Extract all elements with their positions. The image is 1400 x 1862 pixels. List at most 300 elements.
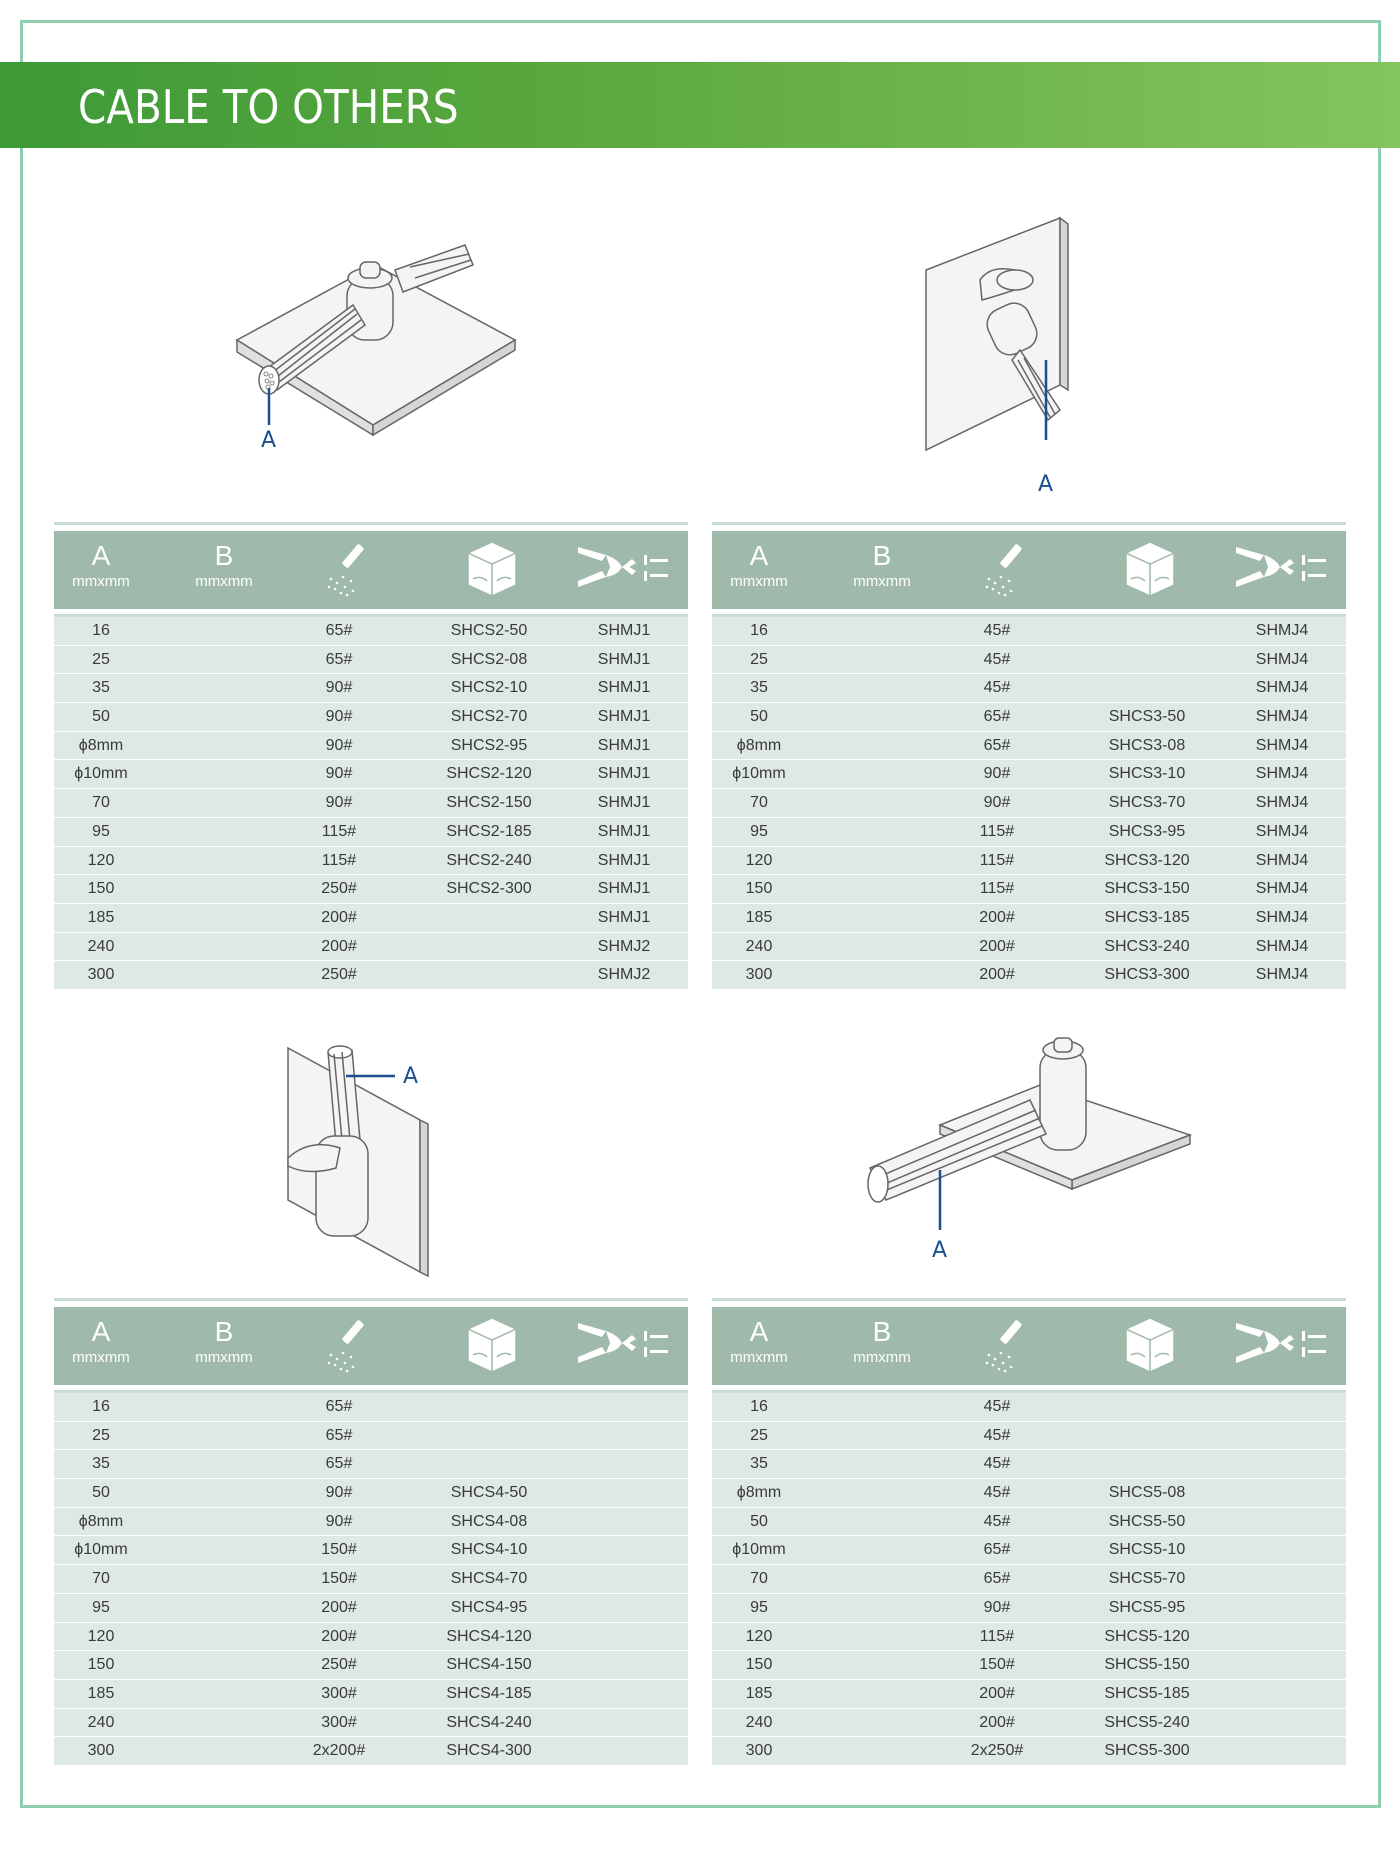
header-a-unit: mmxmm <box>730 1349 788 1366</box>
cell-mold: SHCS3-240 <box>1104 937 1190 955</box>
header-b-unit: mmxmm <box>853 573 911 590</box>
cell-a: 300 <box>87 966 115 984</box>
cell-powder: 65# <box>983 1570 1011 1588</box>
cell-clamp: SHMJ1 <box>597 679 651 697</box>
table-row <box>712 1479 1346 1508</box>
table-row <box>54 961 688 990</box>
connection-drawing-4 <box>860 1030 1200 1270</box>
cell-clamp: SHMJ4 <box>1255 650 1309 668</box>
table-row <box>712 961 1346 990</box>
table-header <box>54 1307 688 1385</box>
table-row <box>712 1508 1346 1537</box>
header-b-label: B <box>872 1316 892 1347</box>
cell-powder: 200# <box>321 1598 357 1616</box>
cell-a: 150 <box>87 1656 115 1674</box>
callout-label-a: A <box>261 428 277 453</box>
cell-powder: 300# <box>321 1684 357 1702</box>
spec-table-1 <box>54 522 688 990</box>
header-a <box>54 531 148 609</box>
cell-clamp: SHMJ1 <box>597 622 651 639</box>
cell-powder: 90# <box>325 1512 353 1530</box>
cell-powder: 90# <box>983 794 1011 812</box>
cell-a: 35 <box>750 1455 768 1473</box>
cell-clamp: SHMJ1 <box>597 822 651 840</box>
table-row <box>54 1623 688 1652</box>
cell-mold: SHCS5-10 <box>1108 1541 1186 1559</box>
cell-powder: 45# <box>983 1512 1011 1530</box>
cell-a: ϕ8mm <box>736 736 782 754</box>
header-a <box>712 531 806 609</box>
cell-mold: SHCS3-120 <box>1104 851 1190 869</box>
cell-mold: SHCS4-300 <box>446 1742 532 1760</box>
table-row <box>712 1536 1346 1565</box>
spec-table-3 <box>54 1298 688 1766</box>
cell-mold: SHCS5-08 <box>1108 1484 1186 1502</box>
powder-icon <box>981 539 1027 597</box>
cell-mold: SHCS5-300 <box>1104 1742 1190 1760</box>
cell-clamp: SHMJ4 <box>1255 765 1309 783</box>
cell-powder: 200# <box>979 937 1015 955</box>
cell-powder: 45# <box>983 679 1011 697</box>
cell-powder: 45# <box>983 622 1011 639</box>
cell-a: 16 <box>750 622 768 639</box>
cell-a: 240 <box>745 937 773 955</box>
clamp-icon <box>576 539 672 595</box>
cell-mold: SHCS2-70 <box>450 708 528 726</box>
header-mold <box>1120 1307 1180 1385</box>
cell-a: 25 <box>92 1426 110 1444</box>
table-row <box>54 847 688 876</box>
table-row <box>54 1680 688 1709</box>
header-b-label: B <box>872 540 892 571</box>
table-row <box>54 933 688 962</box>
callout-label-a: A <box>1038 472 1054 497</box>
header-mold <box>462 1307 522 1385</box>
header-powder <box>974 531 1034 609</box>
header-a <box>712 1307 806 1385</box>
cell-mold: SHCS2-150 <box>446 794 532 812</box>
spec-table-2 <box>712 522 1346 990</box>
cell-a: ϕ10mm <box>74 765 128 783</box>
table-row <box>54 1737 688 1766</box>
mold-icon <box>1123 1315 1177 1375</box>
table-row <box>54 1536 688 1565</box>
cell-a: ϕ10mm <box>732 765 786 783</box>
mold-icon <box>1123 539 1177 599</box>
cell-mold: SHCS4-95 <box>450 1598 528 1616</box>
connection-drawing-3 <box>280 1040 460 1280</box>
header-a-unit: mmxmm <box>72 1349 130 1366</box>
table-row <box>54 1393 688 1422</box>
table-row <box>54 1479 688 1508</box>
callout-label-a: A <box>932 1238 948 1263</box>
cell-powder: 200# <box>979 966 1015 984</box>
cell-a: 120 <box>745 1627 773 1645</box>
table-row <box>712 760 1346 789</box>
cell-powder: 45# <box>983 1455 1011 1473</box>
header-b-unit: mmxmm <box>195 1349 253 1366</box>
cell-mold: SHCS4-120 <box>446 1627 532 1645</box>
clamp-icon <box>576 1315 672 1371</box>
header-a-label: A <box>91 1316 111 1347</box>
table-row <box>712 732 1346 761</box>
header-clamp <box>574 1307 674 1385</box>
header-separator <box>54 609 688 617</box>
cell-powder: 65# <box>983 1541 1011 1559</box>
powder-icon <box>323 1315 369 1373</box>
cell-clamp: SHMJ4 <box>1255 622 1309 639</box>
table-row <box>54 674 688 703</box>
cell-powder: 65# <box>325 1455 353 1473</box>
cell-mold: SHCS4-185 <box>446 1684 532 1702</box>
table-header <box>712 531 1346 609</box>
cell-powder: 90# <box>325 765 353 783</box>
connection-drawing-1 <box>225 210 525 460</box>
table-top-rule <box>712 1298 1346 1301</box>
cell-a: 300 <box>745 1742 773 1760</box>
cell-a: 185 <box>745 1684 773 1702</box>
table-row <box>54 1450 688 1479</box>
cell-clamp: SHMJ1 <box>597 765 651 783</box>
mold-icon <box>465 539 519 599</box>
cell-mold: SHCS3-300 <box>1104 966 1190 984</box>
table-row <box>712 1565 1346 1594</box>
cell-mold: SHCS5-70 <box>1108 1570 1186 1588</box>
illustration-cable-to-horizontal-plate <box>225 210 525 460</box>
illustration-cable-to-horizontal-plate-lug <box>860 1030 1200 1270</box>
cell-clamp: SHMJ2 <box>597 937 651 955</box>
table-row <box>712 674 1346 703</box>
header-a-label: A <box>749 1316 769 1347</box>
table-row <box>54 617 688 646</box>
cell-a: 185 <box>87 1684 115 1702</box>
mold-icon <box>465 1315 519 1375</box>
table-row <box>54 875 688 904</box>
header-powder <box>316 1307 376 1385</box>
cell-mold: SHCS5-240 <box>1104 1713 1190 1731</box>
cell-powder: 115# <box>979 851 1015 869</box>
header-clamp <box>574 531 674 609</box>
cell-a: 70 <box>92 794 110 812</box>
table-row <box>54 732 688 761</box>
cell-clamp: SHMJ4 <box>1255 937 1309 955</box>
table-row <box>54 1565 688 1594</box>
cell-powder: 150# <box>321 1541 357 1559</box>
cell-powder: 90# <box>325 736 353 754</box>
cell-a: ϕ8mm <box>78 1512 124 1530</box>
header-b-label: B <box>214 1316 234 1347</box>
header-b <box>174 1307 274 1385</box>
cell-powder: 115# <box>979 880 1015 898</box>
table-row <box>712 875 1346 904</box>
table-row <box>712 617 1346 646</box>
cell-a: ϕ8mm <box>736 1484 782 1502</box>
cell-mold: SHCS4-150 <box>446 1656 532 1674</box>
page-title: CABLE TO OTHERS <box>78 80 459 134</box>
powder-icon <box>323 539 369 597</box>
header-a-unit: mmxmm <box>72 573 130 590</box>
header-powder <box>974 1307 1034 1385</box>
cell-powder: 65# <box>325 622 353 639</box>
cell-clamp: SHMJ1 <box>597 908 651 926</box>
table-row <box>712 1709 1346 1738</box>
title-banner <box>0 62 1400 148</box>
cell-mold: SHCS4-10 <box>450 1541 528 1559</box>
cell-a: 70 <box>750 1570 768 1588</box>
clamp-icon <box>1234 1315 1330 1371</box>
cell-clamp: SHMJ1 <box>597 794 651 812</box>
cell-clamp: SHMJ4 <box>1255 708 1309 726</box>
cell-powder: 115# <box>979 1627 1015 1645</box>
cell-a: 185 <box>87 908 115 926</box>
table-top-rule <box>712 522 1346 525</box>
table-row <box>54 818 688 847</box>
table-row <box>712 1422 1346 1451</box>
cell-mold: SHCS2-185 <box>446 822 532 840</box>
cell-a: 70 <box>92 1570 110 1588</box>
cell-powder: 65# <box>325 650 353 668</box>
cell-mold: SHCS2-300 <box>446 880 532 898</box>
cell-powder: 45# <box>983 1484 1011 1502</box>
cell-mold: SHCS2-50 <box>450 622 528 639</box>
cell-a: 120 <box>745 851 773 869</box>
cell-clamp: SHMJ1 <box>597 851 651 869</box>
table-row <box>712 703 1346 732</box>
cell-mold: SHCS2-10 <box>450 679 528 697</box>
cell-powder: 150# <box>321 1570 357 1588</box>
cell-a: 240 <box>87 1713 115 1731</box>
table-row <box>54 646 688 675</box>
header-b <box>832 1307 932 1385</box>
cell-powder: 45# <box>983 650 1011 668</box>
header-a <box>54 1307 148 1385</box>
powder-icon <box>981 1315 1027 1373</box>
cell-mold: SHCS3-185 <box>1104 908 1190 926</box>
cell-a: 35 <box>750 679 768 697</box>
cell-a: 95 <box>750 822 768 840</box>
table-row <box>712 1623 1346 1652</box>
table-row <box>712 1737 1346 1766</box>
cell-a: 16 <box>750 1398 768 1415</box>
cell-powder: 250# <box>321 880 357 898</box>
cell-a: 95 <box>92 1598 110 1616</box>
cell-a: 50 <box>92 708 110 726</box>
header-b <box>832 531 932 609</box>
table-row <box>54 703 688 732</box>
cell-mold: SHCS5-185 <box>1104 1684 1190 1702</box>
cell-mold: SHCS2-08 <box>450 650 528 668</box>
table-row <box>712 818 1346 847</box>
cell-powder: 200# <box>979 1684 1015 1702</box>
header-a-label: A <box>91 540 111 571</box>
cell-powder: 200# <box>321 1627 357 1645</box>
cell-mold: SHCS5-50 <box>1108 1512 1186 1530</box>
table-top-rule <box>54 1298 688 1301</box>
cell-a: 70 <box>750 794 768 812</box>
cell-powder: 300# <box>321 1713 357 1731</box>
cell-powder: 115# <box>979 822 1015 840</box>
cell-powder: 2x250# <box>970 1742 1024 1760</box>
cell-a: 120 <box>87 1627 115 1645</box>
cell-a: 16 <box>92 622 110 639</box>
cell-powder: 90# <box>325 794 353 812</box>
cell-powder: 115# <box>321 822 357 840</box>
table-row <box>712 1680 1346 1709</box>
header-a-label: A <box>749 540 769 571</box>
cell-clamp: SHMJ1 <box>597 708 651 726</box>
cell-powder: 90# <box>325 1484 353 1502</box>
table-row <box>54 1651 688 1680</box>
table-row <box>712 904 1346 933</box>
table-row <box>712 789 1346 818</box>
cell-a: 35 <box>92 679 110 697</box>
header-b-unit: mmxmm <box>195 573 253 590</box>
cell-powder: 90# <box>325 708 353 726</box>
cell-a: 25 <box>92 650 110 668</box>
cell-powder: 115# <box>321 851 357 869</box>
cell-a: 50 <box>750 708 768 726</box>
cell-mold: SHCS4-70 <box>450 1570 528 1588</box>
cell-mold: SHCS4-08 <box>450 1512 528 1530</box>
table-row <box>712 1393 1346 1422</box>
cell-a: 95 <box>92 822 110 840</box>
cell-a: ϕ10mm <box>74 1541 128 1559</box>
cell-clamp: SHMJ2 <box>597 966 651 984</box>
header-powder <box>316 531 376 609</box>
table-row <box>712 646 1346 675</box>
cell-clamp: SHMJ1 <box>597 650 651 668</box>
table-top-rule <box>54 522 688 525</box>
header-clamp <box>1232 531 1332 609</box>
header-b-unit: mmxmm <box>853 1349 911 1366</box>
spec-table-4 <box>712 1298 1346 1766</box>
cell-mold: SHCS2-95 <box>450 736 528 754</box>
table-header <box>712 1307 1346 1385</box>
cell-mold: SHCS3-150 <box>1104 880 1190 898</box>
clamp-icon <box>1234 539 1330 595</box>
cell-a: 25 <box>750 650 768 668</box>
cell-clamp: SHMJ1 <box>597 736 651 754</box>
table-row <box>712 1450 1346 1479</box>
cell-a: 50 <box>92 1484 110 1502</box>
cell-powder: 2x200# <box>312 1742 366 1760</box>
table-header <box>54 531 688 609</box>
cell-powder: 200# <box>979 908 1015 926</box>
cell-a: 150 <box>745 1656 773 1674</box>
cell-powder: 200# <box>321 937 357 955</box>
cell-mold: SHCS5-150 <box>1104 1656 1190 1674</box>
cell-mold: SHCS5-120 <box>1104 1627 1190 1645</box>
header-a-unit: mmxmm <box>730 573 788 590</box>
header-separator <box>54 1385 688 1393</box>
cell-mold: SHCS3-08 <box>1108 736 1186 754</box>
header-separator <box>712 609 1346 617</box>
header-b-label: B <box>214 540 234 571</box>
header-clamp <box>1232 1307 1332 1385</box>
cell-a: 35 <box>92 1455 110 1473</box>
table-row <box>712 1594 1346 1623</box>
cell-a: ϕ8mm <box>78 736 124 754</box>
cell-mold: SHCS3-10 <box>1108 765 1186 783</box>
cell-powder: 90# <box>983 1598 1011 1616</box>
cell-clamp: SHMJ1 <box>597 880 651 898</box>
cell-powder: 250# <box>321 966 357 984</box>
table-row <box>54 1508 688 1537</box>
cell-powder: 200# <box>979 1713 1015 1731</box>
cell-a: 95 <box>750 1598 768 1616</box>
cell-a: 150 <box>87 880 115 898</box>
cell-a: 50 <box>750 1512 768 1530</box>
cell-a: 240 <box>87 937 115 955</box>
cell-powder: 150# <box>979 1656 1015 1674</box>
cell-powder: 65# <box>983 736 1011 754</box>
cell-clamp: SHMJ4 <box>1255 966 1309 984</box>
table-row <box>54 789 688 818</box>
illustration-cable-to-vertical-plate-up <box>280 1040 460 1280</box>
connection-drawing-2 <box>920 210 1120 500</box>
cell-a: 120 <box>87 851 115 869</box>
cell-powder: 65# <box>983 708 1011 726</box>
cell-mold: SHCS3-70 <box>1108 794 1186 812</box>
table-row <box>712 933 1346 962</box>
cell-mold: SHCS4-240 <box>446 1713 532 1731</box>
cell-powder: 90# <box>983 765 1011 783</box>
cell-a: 185 <box>745 908 773 926</box>
table-row <box>712 1651 1346 1680</box>
header-mold <box>462 531 522 609</box>
header-b <box>174 531 274 609</box>
cell-powder: 65# <box>325 1398 353 1415</box>
cell-clamp: SHMJ4 <box>1255 908 1309 926</box>
cell-mold: SHCS3-95 <box>1108 822 1186 840</box>
cell-mold: SHCS2-120 <box>446 765 532 783</box>
cell-powder: 45# <box>983 1398 1011 1415</box>
illustration-cable-to-vertical-plate-down <box>920 210 1120 500</box>
cell-a: ϕ10mm <box>732 1541 786 1559</box>
callout-label-a: A <box>403 1064 419 1089</box>
cell-powder: 65# <box>325 1426 353 1444</box>
cell-clamp: SHMJ4 <box>1255 851 1309 869</box>
cell-powder: 45# <box>983 1426 1011 1444</box>
cell-powder: 200# <box>321 908 357 926</box>
table-row <box>54 1594 688 1623</box>
cell-powder: 250# <box>321 1656 357 1674</box>
cell-mold: SHCS4-50 <box>450 1484 528 1502</box>
cell-clamp: SHMJ4 <box>1255 794 1309 812</box>
cell-clamp: SHMJ4 <box>1255 880 1309 898</box>
cell-mold: SHCS5-95 <box>1108 1598 1186 1616</box>
cell-a: 300 <box>745 966 773 984</box>
cell-mold: SHCS3-50 <box>1108 708 1186 726</box>
cell-clamp: SHMJ4 <box>1255 822 1309 840</box>
table-row <box>54 1422 688 1451</box>
table-row <box>54 904 688 933</box>
cell-a: 150 <box>745 880 773 898</box>
cell-a: 16 <box>92 1398 110 1415</box>
table-row <box>54 760 688 789</box>
cell-a: 240 <box>745 1713 773 1731</box>
table-row <box>54 1709 688 1738</box>
cell-powder: 90# <box>325 679 353 697</box>
cell-mold: SHCS2-240 <box>446 851 532 869</box>
cell-a: 300 <box>87 1742 115 1760</box>
cell-clamp: SHMJ4 <box>1255 679 1309 697</box>
cell-clamp: SHMJ4 <box>1255 736 1309 754</box>
header-mold <box>1120 531 1180 609</box>
header-separator <box>712 1385 1346 1393</box>
cell-a: 25 <box>750 1426 768 1444</box>
table-row <box>712 847 1346 876</box>
